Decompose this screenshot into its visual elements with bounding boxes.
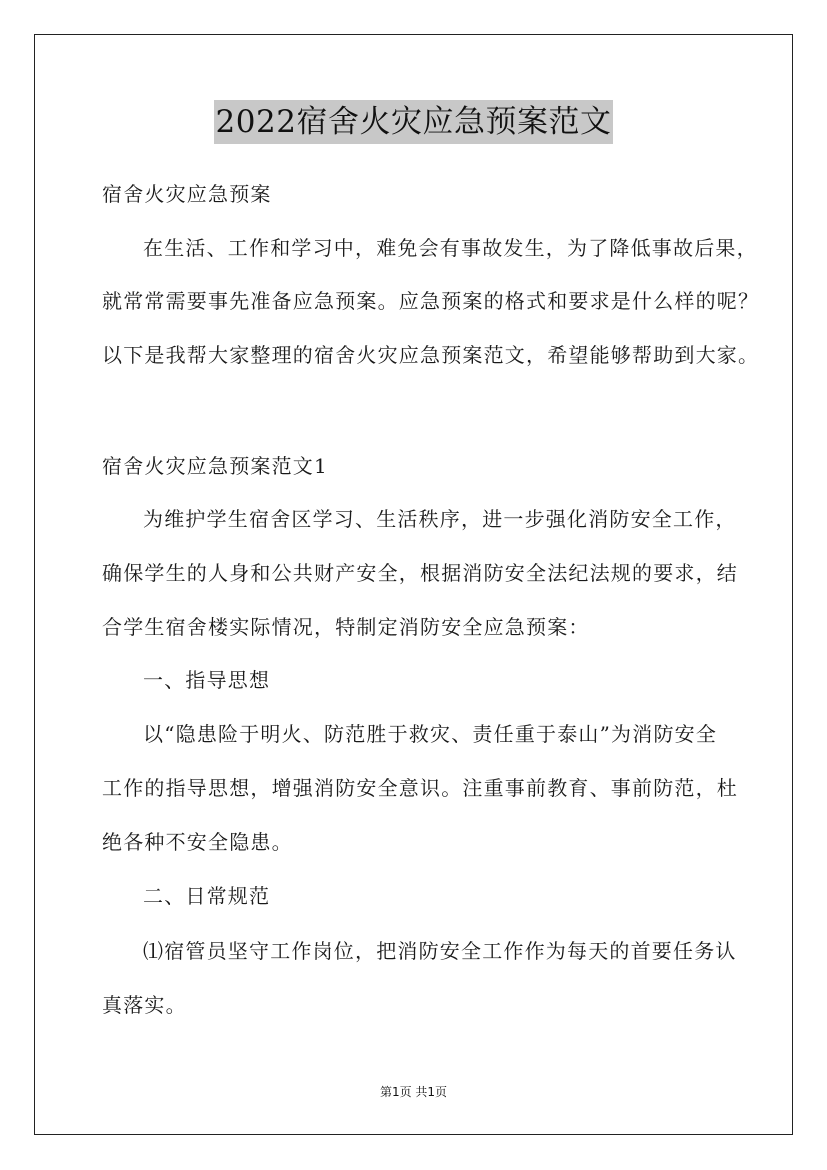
paragraph-line: ⑴宿管员坚守工作岗位，把消防安全工作作为每天的首要任务认 — [143, 939, 737, 963]
subheading: 一、指导思想 — [143, 668, 271, 692]
paragraph-line: 在生活、工作和学习中，难免会有事故发生，为了降低事故后果， — [143, 236, 758, 260]
paragraph-line: 就常常需要事先准备应急预案。应急预案的格式和要求是什么样的呢？ — [102, 289, 760, 313]
paragraph-line: 以下是我帮大家整理的宿舍火灾应急预案范文，希望能够帮助到大家。 — [102, 343, 760, 367]
paragraph-line: 工作的指导思想，增强消防安全意识。注重事前教育、事前防范，杜 — [102, 776, 738, 800]
paragraph-line: 确保学生的人身和公共财产安全，根据消防安全法纪法规的要求，结 — [102, 561, 738, 585]
title-container — [0, 100, 827, 144]
paragraph-line: 合学生宿舍楼实际情况，特制定消防安全应急预案： — [102, 615, 590, 639]
paragraph-line: 以“隐患险于明火、防范胜于救灾、责任重于泰山”为消防安全 — [143, 722, 718, 746]
document-title: 2022宿舍火灾应急预案范文 — [214, 100, 614, 144]
section-heading: 宿舍火灾应急预案范文1 — [102, 454, 328, 478]
subheading: 二、日常规范 — [143, 884, 271, 908]
page-footer: 第1页 共1页 — [379, 1085, 448, 1099]
paragraph-line: 真落实。 — [102, 993, 187, 1017]
paragraph-line: 绝各种不安全隐患。 — [102, 830, 293, 854]
section-heading: 宿舍火灾应急预案 — [102, 182, 272, 206]
paragraph-line: 为维护学生宿舍区学习、生活秩序，进一步强化消防安全工作， — [143, 507, 737, 531]
